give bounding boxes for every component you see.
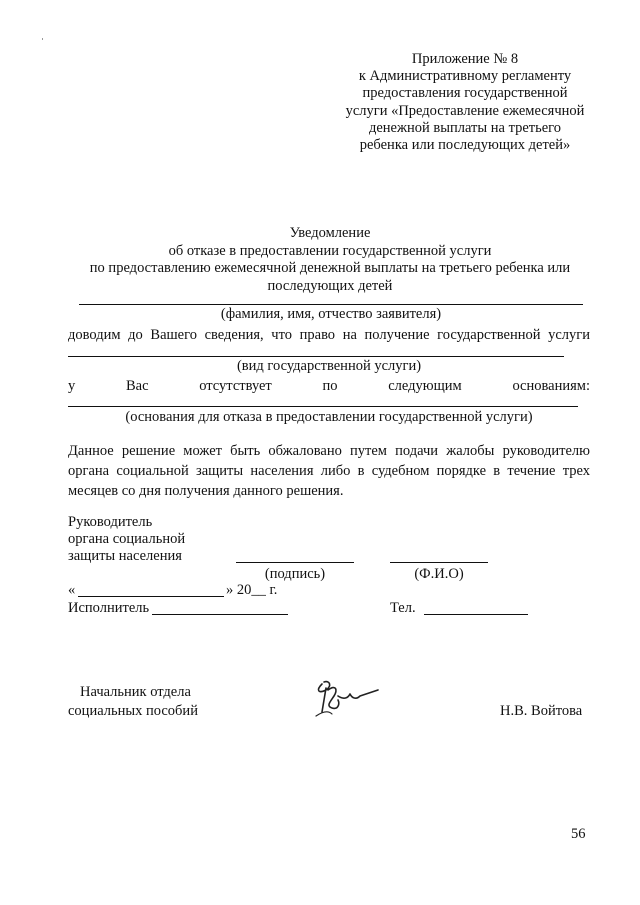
chief-title: Начальник отдела <box>80 684 191 700</box>
name-caption: (Ф.И.О) <box>414 566 464 582</box>
applicant-caption: (фамилия, имя, отчество заявителя) <box>220 306 442 322</box>
head-title: защиты населения <box>68 548 182 564</box>
chief-title: социальных пособий <box>68 703 198 719</box>
margin-mark <box>42 38 43 40</box>
appendix-line: услуги «Предоставление ежемесячной <box>345 102 585 119</box>
phone-label: Тел. <box>390 600 416 616</box>
appendix-header <box>330 51 600 154</box>
applicant-name-line[interactable] <box>79 304 583 305</box>
appeal-line: органа социальной защиты населения либо в судебном порядке в течение трех <box>68 463 590 479</box>
appeal-line: Данное решение может быть обжаловано путем подачи жалобы руководителю <box>68 443 590 459</box>
name-line[interactable] <box>390 562 488 563</box>
grounds-word: отсутствует <box>199 378 272 394</box>
phone-line[interactable] <box>424 614 528 615</box>
date-open-quote: « <box>68 582 76 598</box>
signature-line[interactable] <box>236 562 354 563</box>
grounds-line <box>68 378 590 395</box>
notice-title-block <box>60 225 600 295</box>
chief-name: Н.В. Войтова <box>500 703 583 719</box>
appeal-line: месяцев со дня получения данного решения. <box>68 483 344 499</box>
grounds-fill-line[interactable] <box>68 406 578 407</box>
grounds-word: следующим <box>388 378 462 394</box>
executor-label: Исполнитель <box>68 600 150 616</box>
head-title: органа социальной <box>68 531 186 547</box>
grounds-word: основаниям: <box>512 378 590 394</box>
signature-caption: (подпись) <box>264 566 326 582</box>
grounds-word: у <box>68 378 76 394</box>
appeal-paragraph <box>68 441 590 501</box>
appendix-line: к Административному регламенту <box>358 68 572 85</box>
page-number: 56 <box>571 826 586 842</box>
notice-subtitle: по предоставлению ежемесячной денежной выплаты на третьего ребенка или <box>89 260 571 276</box>
appendix-line: Приложение № 8 <box>411 51 519 67</box>
notice-subtitle: последующих детей <box>267 277 393 294</box>
notice-subtitle: об отказе в предоставлении государственной услуги <box>168 242 492 259</box>
service-caption: (вид государственной услуги) <box>236 358 422 374</box>
appendix-line: денежной выплаты на третьего <box>368 119 561 136</box>
grounds-word: по <box>322 378 338 394</box>
handwritten-signature <box>308 676 386 720</box>
head-title: Руководитель <box>68 514 153 530</box>
appendix-line: предоставления государственной <box>362 85 568 102</box>
grounds-word: Вас <box>125 378 149 394</box>
date-day-line[interactable] <box>78 596 224 597</box>
service-type-line[interactable] <box>68 356 564 357</box>
grounds-caption: (основания для отказа в предоставлении государственной услуги) <box>125 409 533 425</box>
date-close: » 20__ г. <box>226 582 278 598</box>
executor-line[interactable] <box>152 614 288 615</box>
appendix-line: ребенка или последующих детей» <box>359 137 571 154</box>
notice-title: Уведомление <box>289 225 371 241</box>
inform-text: доводим до Вашего сведения, что право на получение государственной услуги <box>68 327 590 343</box>
